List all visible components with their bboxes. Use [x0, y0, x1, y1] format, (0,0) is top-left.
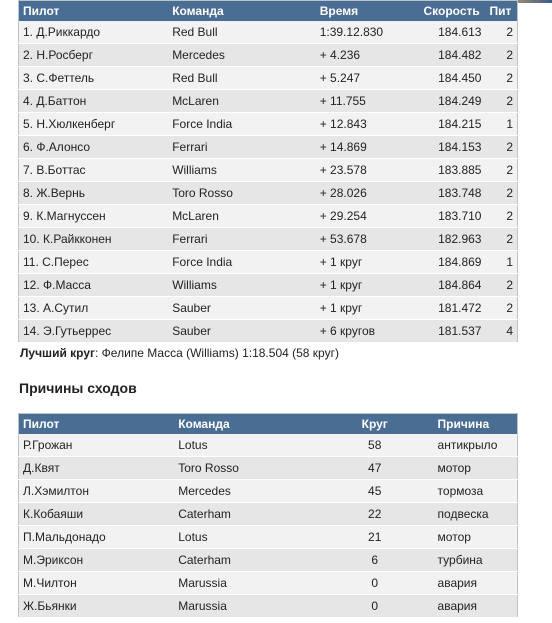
- speed-cell: 184.249: [420, 90, 486, 113]
- lap-cell: 22: [316, 503, 434, 526]
- driver-cell: 1. Д.Риккардо: [19, 21, 169, 44]
- result-row: [19, 320, 518, 343]
- result-row: [19, 274, 518, 297]
- pits-cell: 4: [485, 320, 517, 343]
- lap-cell: 0: [316, 572, 434, 595]
- speed-cell: 181.472: [420, 297, 486, 320]
- team-cell: McLaren: [168, 90, 316, 113]
- driver-cell: 12. Ф.Масса: [19, 274, 169, 297]
- col-header-time: Время: [316, 1, 420, 22]
- driver-cell: 4. Д.Баттон: [19, 90, 169, 113]
- speed-cell: 184.450: [420, 67, 486, 90]
- pits-cell: 2: [485, 297, 517, 320]
- col-header-speed: Скорость: [420, 1, 486, 22]
- retirements-header-row: [19, 414, 518, 435]
- team-cell: McLaren: [168, 205, 316, 228]
- pits-cell: 2: [485, 205, 517, 228]
- retirement-row: [19, 572, 518, 595]
- retirement-row: [19, 549, 518, 572]
- team-cell: Mercedes: [174, 480, 316, 503]
- driver-cell: 13. А.Сутил: [19, 297, 169, 320]
- result-row: [19, 136, 518, 159]
- speed-cell: 183.748: [420, 182, 486, 205]
- time-cell: + 4.236: [316, 44, 420, 67]
- speed-cell: 183.710: [420, 205, 486, 228]
- reason-cell: подвеска: [434, 503, 518, 526]
- speed-cell: 183.885: [420, 159, 486, 182]
- team-cell: Williams: [168, 159, 316, 182]
- retirements-heading: Причины сходов: [19, 380, 137, 396]
- result-row: [19, 21, 518, 44]
- speed-cell: 184.215: [420, 113, 486, 136]
- time-cell: + 28.026: [316, 182, 420, 205]
- driver-cell: 14. Э.Гутьеррес: [19, 320, 169, 343]
- driver-cell: Ж.Бьянки: [19, 595, 175, 618]
- result-row: [19, 159, 518, 182]
- reason-cell: мотор: [434, 457, 518, 480]
- col-header-driver: Пилот: [19, 1, 169, 22]
- team-cell: Sauber: [168, 320, 316, 343]
- time-cell: + 1 круг: [316, 251, 420, 274]
- time-cell: + 11.755: [316, 90, 420, 113]
- time-cell: + 53.678: [316, 228, 420, 251]
- speed-cell: 184.482: [420, 44, 486, 67]
- retirements-table: [18, 413, 518, 618]
- result-row: [19, 44, 518, 67]
- speed-cell: 184.153: [420, 136, 486, 159]
- driver-cell: М.Чилтон: [19, 572, 175, 595]
- pits-cell: 2: [485, 274, 517, 297]
- team-cell: Caterham: [174, 503, 316, 526]
- driver-cell: К.Кобаяши: [19, 503, 175, 526]
- result-row: [19, 113, 518, 136]
- result-row: [19, 297, 518, 320]
- team-cell: Ferrari: [168, 136, 316, 159]
- lap-cell: 6: [316, 549, 434, 572]
- result-row: [19, 228, 518, 251]
- col-header-driver: Пилот: [19, 414, 175, 435]
- team-cell: Lotus: [174, 434, 316, 457]
- reason-cell: мотор: [434, 526, 518, 549]
- team-cell: Lotus: [174, 526, 316, 549]
- driver-cell: 5. Н.Хюлкенберг: [19, 113, 169, 136]
- col-header-team: Команда: [174, 414, 316, 435]
- driver-cell: 3. С.Феттель: [19, 67, 169, 90]
- driver-cell: 10. К.Райкконен: [19, 228, 169, 251]
- reason-cell: турбина: [434, 549, 518, 572]
- retirement-row: [19, 595, 518, 618]
- pits-cell: 2: [485, 44, 517, 67]
- driver-cell: Л.Хэмилтон: [19, 480, 175, 503]
- reason-cell: тормоза: [434, 480, 518, 503]
- lap-cell: 45: [316, 480, 434, 503]
- retirement-row: [19, 503, 518, 526]
- col-header-team: Команда: [168, 1, 316, 22]
- col-header-pits: Пит: [485, 1, 517, 22]
- team-cell: Marussia: [174, 595, 316, 618]
- team-cell: Force India: [168, 113, 316, 136]
- team-cell: Red Bull: [168, 67, 316, 90]
- results-header-row: [19, 1, 518, 22]
- driver-cell: 11. С.Перес: [19, 251, 169, 274]
- pits-cell: 2: [485, 67, 517, 90]
- team-cell: Toro Rosso: [168, 182, 316, 205]
- fastest-lap-line: [20, 346, 339, 360]
- team-cell: Marussia: [174, 572, 316, 595]
- speed-cell: 181.537: [420, 320, 486, 343]
- speed-cell: 184.864: [420, 274, 486, 297]
- driver-cell: 9. К.Магнуссен: [19, 205, 169, 228]
- driver-cell: 7. В.Боттас: [19, 159, 169, 182]
- speed-cell: 184.613: [420, 21, 486, 44]
- speed-cell: 182.963: [420, 228, 486, 251]
- pits-cell: 2: [485, 182, 517, 205]
- team-cell: Sauber: [168, 297, 316, 320]
- time-cell: + 5.247: [316, 67, 420, 90]
- race-results-table: [18, 0, 518, 343]
- reason-cell: авария: [434, 595, 518, 618]
- result-row: [19, 90, 518, 113]
- reason-cell: антикрыло: [434, 434, 518, 457]
- result-row: [19, 205, 518, 228]
- result-row: [19, 182, 518, 205]
- fastest-lap-label: Лучший круг: [20, 346, 95, 360]
- driver-cell: М.Эриксон: [19, 549, 175, 572]
- time-cell: + 23.578: [316, 159, 420, 182]
- reason-cell: авария: [434, 572, 518, 595]
- pits-cell: 2: [485, 228, 517, 251]
- team-cell: Toro Rosso: [174, 457, 316, 480]
- time-cell: + 1 круг: [316, 297, 420, 320]
- team-cell: Mercedes: [168, 44, 316, 67]
- team-cell: Williams: [168, 274, 316, 297]
- time-cell: + 1 круг: [316, 274, 420, 297]
- driver-cell: П.Мальдонадо: [19, 526, 175, 549]
- col-header-reason: Причина: [434, 414, 518, 435]
- driver-cell: Р.Грожан: [19, 434, 175, 457]
- time-cell: + 6 кругов: [316, 320, 420, 343]
- pits-cell: 2: [485, 90, 517, 113]
- team-cell: Force India: [168, 251, 316, 274]
- fastest-lap-value: : Фелипе Масса (Williams) 1:18.504 (58 круг): [95, 346, 339, 360]
- retirement-row: [19, 480, 518, 503]
- pits-cell: 2: [485, 21, 517, 44]
- lap-cell: 58: [316, 434, 434, 457]
- driver-cell: Д.Квят: [19, 457, 175, 480]
- lap-cell: 47: [316, 457, 434, 480]
- pits-cell: 1: [485, 251, 517, 274]
- driver-cell: 6. Ф.Алонсо: [19, 136, 169, 159]
- retirement-row: [19, 434, 518, 457]
- team-cell: Red Bull: [168, 21, 316, 44]
- driver-cell: 2. Н.Росберг: [19, 44, 169, 67]
- pits-cell: 2: [485, 136, 517, 159]
- pits-cell: 1: [485, 113, 517, 136]
- time-cell: + 29.254: [316, 205, 420, 228]
- result-row: [19, 67, 518, 90]
- driver-cell: 8. Ж.Вернь: [19, 182, 169, 205]
- team-cell: Ferrari: [168, 228, 316, 251]
- time-cell: + 12.843: [316, 113, 420, 136]
- retirement-row: [19, 457, 518, 480]
- lap-cell: 0: [316, 595, 434, 618]
- time-cell: + 14.869: [316, 136, 420, 159]
- team-cell: Caterham: [174, 549, 316, 572]
- time-cell: 1:39.12.830: [316, 21, 420, 44]
- col-header-lap: Круг: [316, 414, 434, 435]
- lap-cell: 21: [316, 526, 434, 549]
- speed-cell: 184.869: [420, 251, 486, 274]
- result-row: [19, 251, 518, 274]
- pits-cell: 2: [485, 159, 517, 182]
- retirement-row: [19, 526, 518, 549]
